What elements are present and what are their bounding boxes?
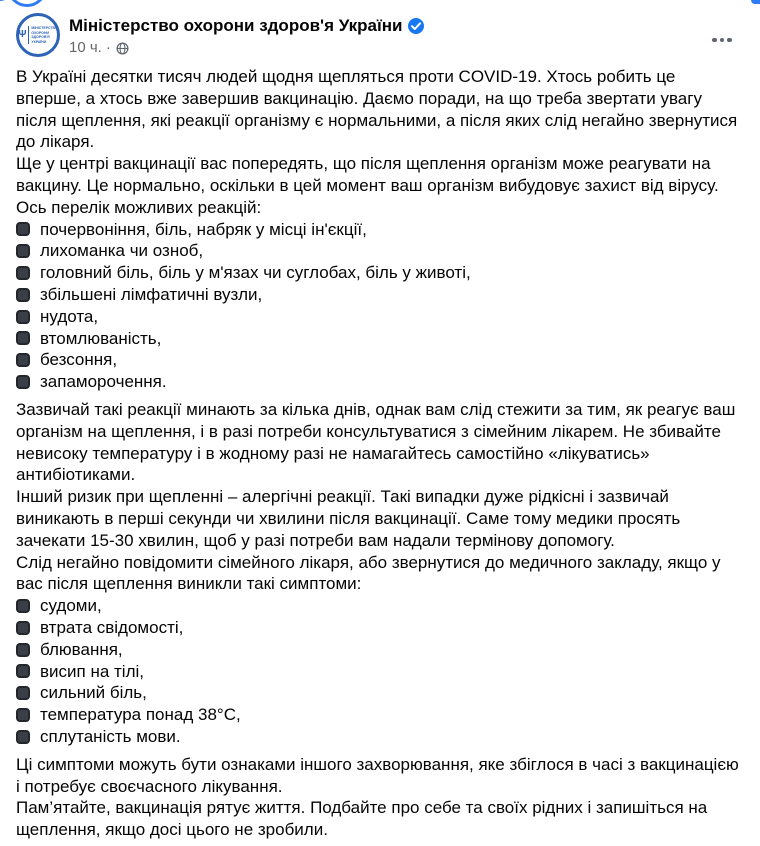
- globe-icon: [116, 42, 129, 55]
- bullet-square-icon: [16, 288, 30, 302]
- list-item-text: блювання,: [40, 639, 123, 659]
- bullet-square-icon: [16, 708, 30, 722]
- list-item: [16, 639, 744, 661]
- bullet-square-icon: [16, 730, 30, 744]
- list-item-text: лихоманка чи озноб,: [40, 241, 204, 261]
- list-item: [16, 704, 744, 726]
- cropped-blue-artifact-left: [0, 0, 60, 9]
- ministry-logo-text: [28, 26, 57, 44]
- bullet-list: [16, 595, 744, 748]
- post-header: [16, 13, 744, 57]
- paragraph: Зазвичай такі реакції минають за кілька днів, однак вам слід стежити за тим, як реагує ваш організм на щеплення, і в разі потреби консультуватися з сімейним лікарем. Не збивайте невисоку температуру і в жодному разі не намагайтесь самостійно «лікуватись» антибіотиками.: [16, 399, 736, 485]
- bullet-square-icon: [16, 664, 30, 678]
- list-item-text: безсоння,: [40, 350, 118, 370]
- dot-icon: [712, 38, 717, 43]
- paragraph: В Україні десятки тисяч людей щодня щепляться проти COVID-19. Хтось робить це вперше, а хтось вже завершив вакцинацію. Даємо поради, на що треба звертати увагу після щеплення, які реакції організму є нормальними, а після яких слід негайно звернутися до лікаря.: [16, 67, 738, 152]
- cropped-circle-arc: [0, 0, 12, 1]
- list-item-text: збільшені лімфатичні вузли,: [40, 284, 263, 304]
- list-item: [16, 726, 744, 748]
- page-name-row: [69, 15, 424, 36]
- list-item-text: висип на тілі,: [40, 661, 145, 681]
- paragraph: Ще у центрі вакцинації вас попередять, що після щеплення організм може реагувати на вакцину. Це нормально, оскільки в цей момент ваш організм вибудовує захист від вірусу.: [16, 154, 719, 195]
- verified-badge-icon: [408, 18, 424, 34]
- list-item-text: втомлюваність,: [40, 328, 162, 348]
- timestamp-link[interactable]: 10 ч.: [69, 39, 102, 56]
- paragraph: Інший ризик при щепленні – алергічні реакції. Такі випадки дуже рідкісні і зазвичай виникають в перші секунди чи хвилини після вакцинації. Саме тому медики просять зачекати 15-30 хвилин, щоб у разі потреби вам надали термінову допомогу.: [16, 487, 681, 550]
- bullet-square-icon: [16, 331, 30, 345]
- logo-line: ОХОРОНИ: [31, 30, 50, 35]
- list-item: [16, 262, 744, 284]
- list-item: [16, 371, 744, 393]
- post-text: [16, 66, 744, 841]
- bullet-square-icon: [16, 310, 30, 324]
- paragraph: Пам’ятайте, вакцинація рятує життя. Подбайте про себе та своїх рідних і запишіться на щеплення, якщо досі цього не зробили.: [16, 798, 708, 840]
- list-item: [16, 349, 744, 371]
- bullet-square-icon: [16, 686, 30, 700]
- list-item-text: головний біль, біль у м'язах чи суглобах, біль у животі,: [40, 263, 471, 283]
- header-texts: [69, 13, 424, 57]
- list-item: [16, 219, 744, 241]
- list-item-text: почервоніння, біль, набряк у місці ін'єкції,: [40, 219, 367, 239]
- dot-icon: [727, 38, 732, 43]
- ministry-logo: [18, 26, 57, 44]
- bullet-square-icon: [16, 353, 30, 367]
- list-item-text: сильний біль,: [40, 683, 147, 703]
- bullet-list: [16, 219, 744, 393]
- list-item-text: нудота,: [40, 306, 99, 326]
- list-item: [16, 306, 744, 328]
- paragraph: Слід негайно повідомити сімейного лікаря, або звернутися до медичного закладу, якщо у вас після щеплення виникли такі симптоми:: [16, 552, 721, 594]
- list-item: [16, 328, 744, 350]
- paragraph: Ці симптоми можуть бути ознаками іншого захворювання, яке збіглося в часі з вакцинацією і потребує своєчасного лікування.: [16, 754, 739, 796]
- list-item-text: втрата свідомості,: [40, 617, 184, 637]
- post-options-button[interactable]: [704, 26, 740, 54]
- list-item: [16, 617, 744, 639]
- bullet-square-icon: [16, 222, 30, 236]
- cropped-circle-arc: [7, 0, 47, 7]
- list-item: [16, 661, 744, 683]
- cropped-blue-artifact-right: [751, 0, 760, 4]
- paragraph: Ось перелік можливих реакцій:: [16, 197, 262, 217]
- list-item: [16, 595, 744, 617]
- post-meta: [69, 39, 424, 57]
- trident-icon: Ψ: [18, 29, 27, 40]
- list-item: [16, 284, 744, 306]
- logo-line: ЗДОРОВ'Я: [31, 35, 50, 39]
- list-item-text: сплутаність мови.: [40, 726, 181, 746]
- bullet-square-icon: [16, 599, 30, 613]
- list-item-text: температура понад 38°С,: [40, 705, 241, 725]
- page-avatar[interactable]: [16, 13, 60, 57]
- bullet-square-icon: [16, 375, 30, 389]
- bullet-square-icon: [16, 244, 30, 258]
- list-item-text: судоми,: [40, 596, 102, 616]
- bullet-square-icon: [16, 643, 30, 657]
- page-name-link[interactable]: Міністерство охорони здоров'я України: [69, 16, 403, 35]
- bullet-square-icon: [16, 266, 30, 280]
- list-item-text: запаморочення.: [40, 372, 167, 392]
- logo-line: МІНІСТЕРСТВО: [31, 26, 58, 30]
- list-item: [16, 240, 744, 262]
- list-item: [16, 682, 744, 704]
- meta-separator: ·: [105, 39, 111, 56]
- dot-icon: [720, 38, 725, 43]
- logo-line: УКРАЇНИ: [31, 39, 47, 44]
- bullet-square-icon: [16, 621, 30, 635]
